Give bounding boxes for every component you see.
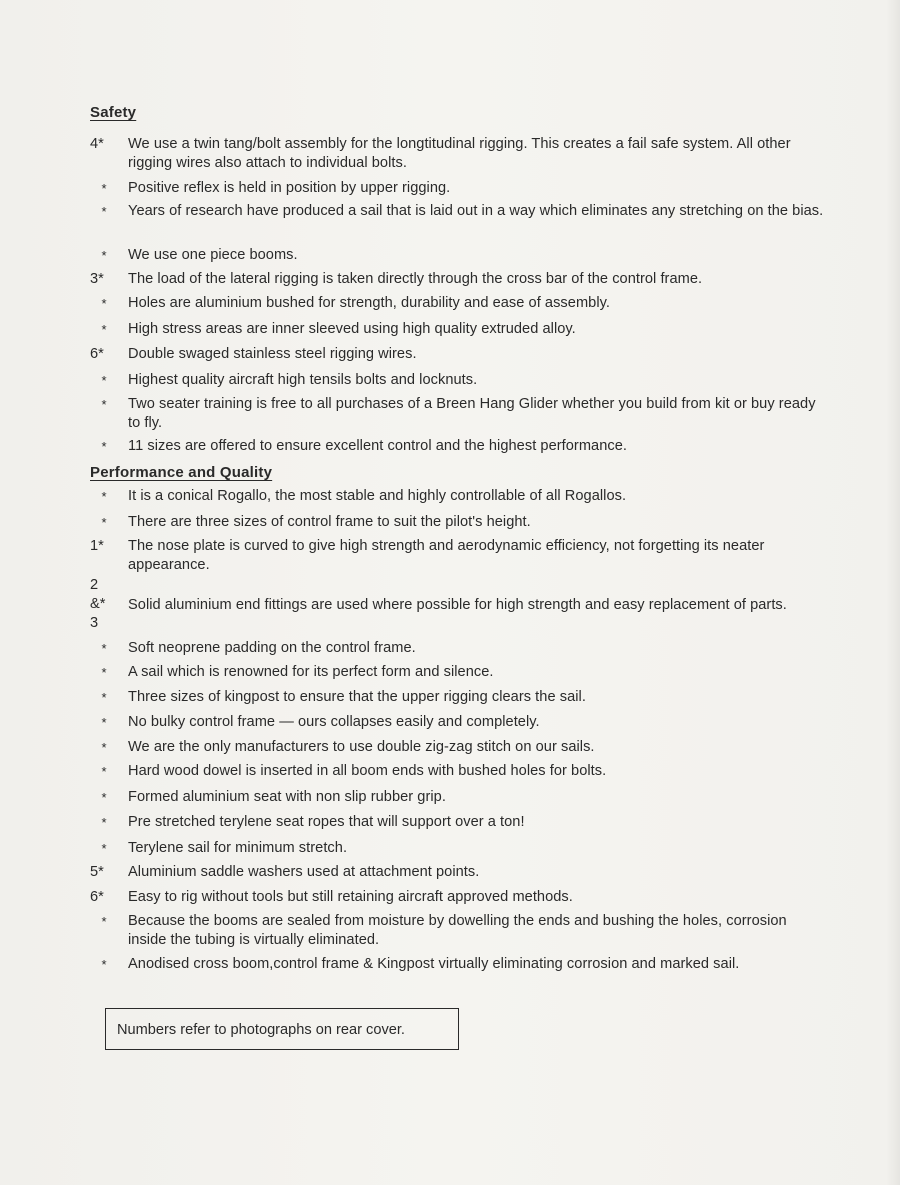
page-edge-shadow [886,0,900,1185]
item-marker: * [101,815,107,830]
item-text: Double swaged stainless steel rigging wires. [128,346,417,362]
item-text: We use one piece booms. [128,247,298,263]
item-text: A sail which is renowned for its perfect form and silence. [128,664,494,680]
item-marker-line: 3 [90,615,99,631]
footnote-box: Numbers refer to photographs on rear cover. [105,1008,459,1050]
item-marker: * [101,665,107,680]
item-marker: * [101,248,107,263]
item-marker: * [101,715,107,730]
item-marker: * [101,181,107,196]
item-text: Positive reflex is held in position by upper rigging. [128,180,451,196]
item-text: There are three sizes of control frame to suit the pilot's height. [128,514,531,530]
item-marker: 5* [90,864,104,880]
item-marker: * [101,489,107,504]
item-marker: 6* [90,346,104,362]
item-text: Terylene sail for minimum stretch. [128,840,348,856]
item-marker: * [101,322,107,337]
item-marker-line: 2 [90,577,99,593]
item-text: We use a twin tang/bolt assembly for the longtitudinal rigging. This creates a fail safe system. All other rigging wires also attach to individual bolts. [128,136,791,171]
item-text: No bulky control frame — ours collapses easily and completely. [128,714,540,730]
item-text: The load of the lateral rigging is taken directly through the cross bar of the control frame. [128,271,703,287]
item-marker: * [101,373,107,388]
section-heading-performance: Performance and Quality [90,464,273,481]
item-marker: * [101,841,107,856]
item-marker: 1* [90,538,104,554]
item-marker: * [101,641,107,656]
item-marker: * [101,914,107,929]
section-heading-safety: Safety [90,104,137,121]
item-text: Holes are aluminium bushed for strength, durability and ease of assembly. [128,295,610,311]
item-text: The nose plate is curved to give high strength and aerodynamic efficiency, not forgetting its neater appearance. [128,538,765,573]
item-marker: 3* [90,271,104,287]
item-text: Highest quality aircraft high tensils bolts and locknuts. [128,372,478,388]
item-text: Because the booms are sealed from moisture by dowelling the ends and bushing the holes, corrosion inside the tubing is virtually eliminated. [128,913,787,948]
item-marker: * [101,957,107,972]
item-text: Years of research have produced a sail that is laid out in a way which eliminates any stretching on the bias. [128,203,824,219]
item-text: We are the only manufacturers to use double zig-zag stitch on our sails. [128,739,595,755]
item-marker: * [101,204,107,219]
item-text: Anodised cross boom,control frame & Kingpost virtually eliminating corrosion and marked sail. [128,956,740,972]
item-marker: * [101,740,107,755]
item-marker-line: &* [90,596,106,612]
item-marker: * [101,296,107,311]
item-marker: * [101,397,107,412]
item-text: Easy to rig without tools but still retaining aircraft approved methods. [128,889,573,905]
item-text: Two seater training is free to all purchases of a Breen Hang Glider whether you build from kit or buy ready to fly. [128,396,816,431]
item-text: Three sizes of kingpost to ensure that the upper rigging clears the sail. [128,689,586,705]
item-marker: * [101,515,107,530]
item-text: 11 sizes are offered to ensure excellent control and the highest performance. [128,438,627,454]
item-text: Hard wood dowel is inserted in all boom ends with bushed holes for bolts. [128,763,607,779]
item-text: Formed aluminium seat with non slip rubber grip. [128,789,446,805]
item-text: High stress areas are inner sleeved using high quality extruded alloy. [128,321,576,337]
item-marker: 6* [90,889,104,905]
item-marker-stack [90,576,105,633]
item-text: Solid aluminium end fittings are used where possible for high strength and easy replacement of parts. [128,597,787,613]
item-text: Soft neoprene padding on the control frame. [128,640,416,656]
item-marker: * [101,690,107,705]
item-marker: 4* [90,136,104,152]
item-marker: * [101,439,107,454]
item-text: Pre stretched terylene seat ropes that will support over a ton! [128,814,525,830]
item-text: Aluminium saddle washers used at attachment points. [128,864,480,880]
item-marker: * [101,790,107,805]
item-marker: * [101,764,107,779]
item-text: It is a conical Rogallo, the most stable and highly controllable of all Rogallos. [128,488,627,504]
